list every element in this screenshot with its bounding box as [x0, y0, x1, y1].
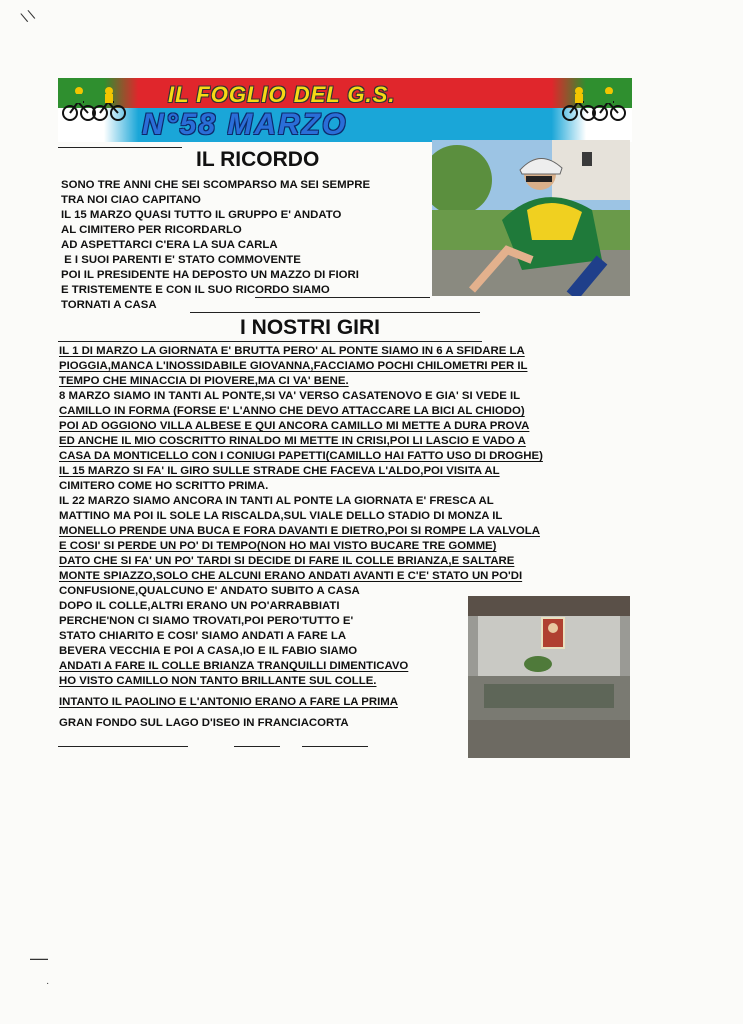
banner-issue-number: N°58 MARZO — [142, 108, 348, 141]
scan-mark-dot: · — [46, 978, 50, 989]
giri-line: IL 15 MARZO SI FA' IL GIRO SULLE STRADE CHE FACEVA L'ALDO,POI VISITA AL — [59, 465, 500, 477]
rule-ricordo-end — [255, 297, 430, 298]
ricordo-line: AL CIMITERO PER RICORDARLO — [61, 224, 242, 236]
ricordo-line: E I SUOI PARENTI E' STATO COMMOVENTE — [61, 254, 301, 266]
ricordo-line: E TRISTEMENTE E CON IL SUO RICORDO SIAMO — [61, 284, 330, 296]
giri-line: DOPO IL COLLE,ALTRI ERANO UN PO'ARRABBIATI — [59, 600, 340, 612]
giri-line: POI AD OGGIONO VILLA ALBESE E QUI ANCORA CAMILLO MI METTE A DURA PROVA — [59, 420, 530, 432]
rule-above-giri — [190, 312, 480, 313]
giri-line: PERCHE'NON CI SIAMO TROVATI,POI PERO'TUTTO E' — [59, 615, 354, 627]
rule-under-banner — [58, 147, 182, 148]
fountain-photo — [468, 596, 630, 758]
ricordo-line: IL 15 MARZO QUASI TUTTO IL GRUPPO E' ANDATO — [61, 209, 342, 221]
giri-line: CAMILLO IN FORMA (FORSE E' L'ANNO CHE DEVO ATTACCARE LA BICI AL CHIODO) — [59, 405, 525, 417]
giri-line: MONTE SPIAZZO,SOLO CHE ALCUNI ERANO ANDATI AVANTI E C'E' STATO UN PO'DI — [59, 570, 523, 582]
giri-line: IL 1 DI MARZO LA GIORNATA E' BRUTTA PERO' AL PONTE SIAMO IN 6 A SFIDARE LA — [59, 345, 525, 357]
cyclists-left-icon — [60, 82, 130, 122]
section-title-ricordo: IL RICORDO — [196, 148, 320, 171]
newsletter-banner — [58, 78, 632, 144]
giri-line: STATO CHIARITO E COSI' SIAMO ANDATI A FARE LA — [59, 630, 347, 642]
giri-line: MATTINO MA POI IL SOLE LA RISCALDA,SUL VIALE DELLO STADIO DI MONZA IL — [59, 510, 503, 522]
rule-below-giri-title — [58, 341, 482, 342]
ricordo-line: AD ASPETTARCI C'ERA LA SUA CARLA — [61, 239, 278, 251]
giri-line: IL 22 MARZO SIAMO ANCORA IN TANTI AL PONTE LA GIORNATA E' FRESCA AL — [59, 495, 494, 507]
rule-final-2 — [234, 746, 280, 747]
giri-line: ANDATI A FARE IL COLLE BRIANZA TRANQUILLI DIMENTICAVO — [59, 660, 409, 672]
giri-line: HO VISTO CAMILLO NON TANTO BRILLANTE SUL COLLE. — [59, 675, 377, 687]
giri-line: TEMPO CHE MINACCIA DI PIOVERE,MA CI VA' BENE. — [59, 375, 349, 387]
giri-line: INTANTO IL PAOLINO E L'ANTONIO ERANO A FARE LA PRIMA — [59, 696, 398, 708]
giri-line: 8 MARZO SIAMO IN TANTI AL PONTE,SI VA' VERSO CASATENOVO E GIA' SI VEDE IL — [59, 390, 521, 402]
rule-final-3 — [302, 746, 368, 747]
scan-mark-left: — — [30, 948, 48, 968]
giri-line: GRAN FONDO SUL LAGO D'ISEO IN FRANCIACORTA — [59, 717, 349, 729]
section-title-giri: I NOSTRI GIRI — [240, 316, 381, 339]
rule-final-1 — [58, 746, 188, 747]
ricordo-body — [61, 178, 370, 313]
giri-line: E COSI' SI PERDE UN PO' DI TEMPO(NON HO MAI VISTO BUCARE TRE GOMME) — [59, 540, 497, 552]
giri-line: MONELLO PRENDE UNA BUCA E FORA DAVANTI E DIETRO,POI SI ROMPE LA VALVOLA — [59, 525, 540, 537]
cyclist-photo — [432, 140, 630, 296]
giri-line: CASA DA MONTICELLO CON I CONIUGI PAPETTI(CAMILLO HAI FATTO USO DI DROGHE) — [59, 450, 543, 462]
giri-line: CIMITERO COME HO SCRITTO PRIMA. — [59, 480, 269, 492]
ricordo-line: TRA NOI CIAO CAPITANO — [61, 194, 201, 206]
giri-line: BEVERA VECCHIA E POI A CASA,IO E IL FABIO SIAMO — [59, 645, 358, 657]
ricordo-line: POI IL PRESIDENTE HA DEPOSTO UN MAZZO DI FIORI — [61, 269, 359, 281]
ricordo-line: SONO TRE ANNI CHE SEI SCOMPARSO MA SEI SEMPRE — [61, 179, 371, 191]
cyclists-right-icon — [560, 82, 630, 122]
giri-line: ED ANCHE IL MIO COSCRITTO RINALDO MI METTE IN CRISI,POI LI LASCIO E VADO A — [59, 435, 526, 447]
scan-mark-top: \ \ — [19, 6, 37, 26]
ricordo-line: TORNATI A CASA — [61, 299, 157, 311]
giri-line: PIOGGIA,MANCA L'INOSSIDABILE GIOVANNA,FACCIAMO POCHI CHILOMETRI PER IL — [59, 360, 528, 372]
banner-title: IL FOGLIO DEL G.S. — [168, 82, 396, 107]
giri-line: CONFUSIONE,QUALCUNO E' ANDATO SUBITO A CASA — [59, 585, 360, 597]
giri-line: DATO CHE SI FA' UN PO' TARDI SI DECIDE DI FARE IL COLLE BRIANZA,E SALTARE — [59, 555, 515, 567]
